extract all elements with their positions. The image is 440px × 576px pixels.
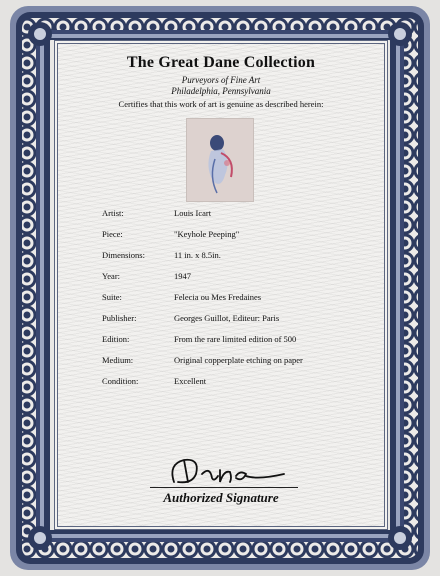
field-label: Artist: [102,208,124,218]
field-value: 1947 [174,271,191,281]
field-row [102,311,372,332]
certificate-fields [102,206,372,395]
certificate-statement: Certifies that this work of art is genuine as described herein: [118,99,324,109]
certificate-location: Philadelphia, Pennsylvania [171,86,271,96]
field-label: Piece: [102,229,123,239]
field-value: Original copperplate etching on paper [174,355,303,365]
field-label: Condition: [102,376,139,386]
field-row [102,332,372,353]
field-value: Louis Icart [174,208,212,218]
field-row [102,374,372,395]
field-label: Year: [102,271,121,281]
certificate-subtitle: Purveyors of Fine Art [181,75,261,85]
certificate-panel [58,44,384,526]
field-value: Felecia ou Mes Fredaines [174,292,262,302]
field-row [102,227,372,248]
field-label: Publisher: [102,313,137,323]
field-row [102,353,372,374]
field-label: Medium: [102,355,134,365]
field-value: "Keyhole Peeping" [174,229,240,239]
artwork-thumbnail [186,118,254,202]
signature-caption: Authorized Signature [163,490,279,505]
handwritten-signature [154,452,294,488]
field-label: Dimensions: [102,250,145,260]
field-row [102,290,372,311]
field-value: Excellent [174,376,207,386]
field-label: Edition: [102,334,130,344]
field-row [102,269,372,290]
field-value: From the rare limited edition of 500 [174,334,297,344]
certificate-title: The Great Dane Collection [126,54,316,71]
signature-line [150,487,298,488]
field-row [102,206,372,227]
field-value: 11 in. x 8.5in. [174,250,221,260]
field-row [102,248,372,269]
field-label: Suite: [102,292,122,302]
field-value: Georges Guillot, Editeur: Paris [174,313,280,323]
